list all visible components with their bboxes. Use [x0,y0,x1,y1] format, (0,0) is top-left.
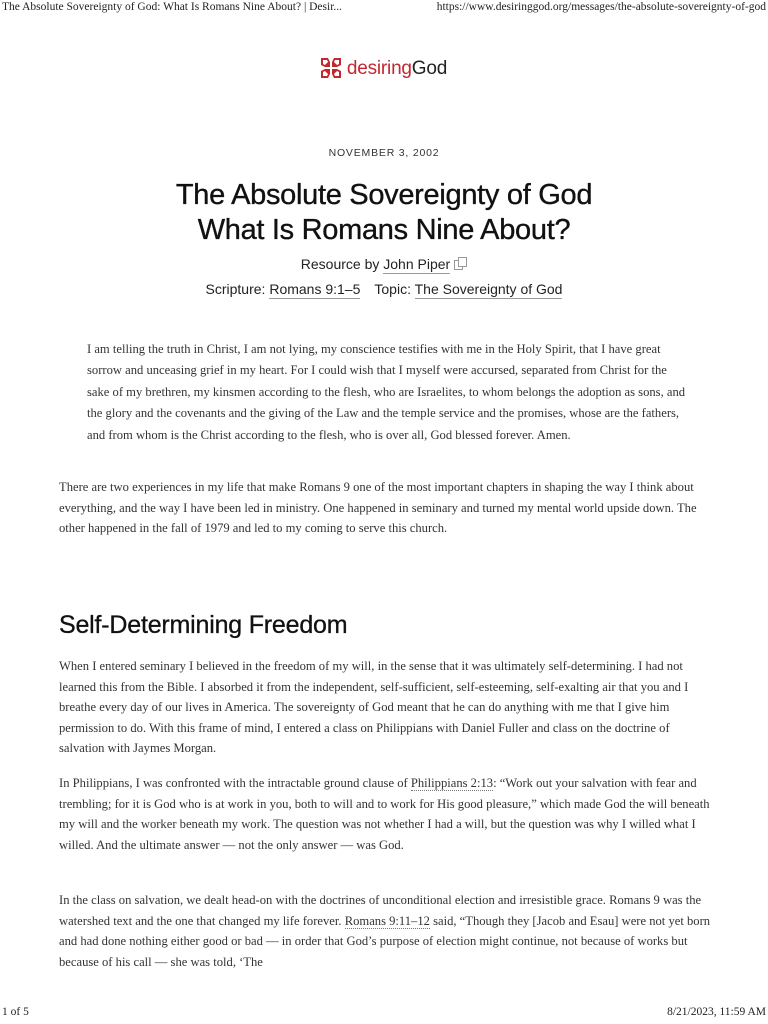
print-url: https://www.desiringgod.org/messages/the-absolute-sovereignty-of-god [436,1,766,13]
topic-link[interactable]: The Sovereignty of God [414,281,563,297]
paragraph-text: said, “Though they [Jacob and Esau] were not yet born and had done nothing either good or bad — in order that God’s purpose of election might continue, not because of works but because of his call — she was told, ‘The [59,913,711,969]
logo-word-desiring: desiring [346,57,412,79]
scripture-link[interactable]: Romans 9:1–5 [269,281,361,297]
section-paragraph-3 [59,890,711,972]
paragraph-text: In Philippians, I was confronted with the intractable ground clause of [59,776,411,790]
print-footer [0,1004,768,1024]
page-indicator: 1 of 5 [2,1006,29,1018]
article-date: NOVEMBER 3, 2002 [328,147,440,159]
topic-label: Topic: [374,281,411,297]
intro-paragraph: There are two experiences in my life that make Romans 9 one of the most important chapters in shaping the way I think about everything, and the way I have been led in ministry. One happened in seminary and turned my mental world upside down. The other happened in the fall of 1979 and led to my coming to serve this church. [59,480,697,536]
article-title [0,178,768,248]
article-title-line1: The Absolute Sovereignty of God [175,179,593,211]
section-paragraph-1: When I entered seminary I believed in the freedom of my will, in the sense that it was ultimately self-determining. I had not learned this from the Bible. I absorbed it from the independent, self-sufficient, self-esteeming, self-exalting air that you and I breathe every day of our lives in America. The sovereignty of God meant that he can do anything with me that I give him permission to do. With this frame of mind, I entered a class on Philippians with Daniel Fuller and class on the doctrine of salvation with Jaymes Morgan. [59,659,689,756]
site-logo[interactable] [0,58,768,78]
copy-icon[interactable] [454,257,467,270]
paragraph-text: In the class on salvation, we dealt head-on with the doctrines of unconditional election and irresistible grace. Romans 9 was the watershed text and the one that changed my life forever. [59,893,702,928]
philippians-link[interactable]: Philippians 2:13 [410,776,494,790]
print-tab-title: The Absolute Sovereignty of God: What Is Romans Nine About? | Desir... [2,1,343,13]
print-header [0,0,768,20]
logo-wordmark [347,59,447,78]
romans-link[interactable]: Romans 9:11–12 [344,913,430,928]
scripture-label: Scripture: [205,281,266,297]
logo-word-god: God [411,57,448,79]
resource-prefix: Resource by [300,256,380,272]
scripture-block-quote: I am telling the truth in Christ, I am not lying, my conscience testifies with me in the Holy Spirit, that I have great sorrow and unceasing grief in my heart. For I could wish that I myself were accursed, separated from Christ for the sake of my brethren, my kinsmen according to the flesh, who are Israelites, to whom belongs the adoption as sons, and the glory and the covenants and the giving of the Law and the temple service and the promises, whose are the fathers, and from whom is the Christ according to the flesh, who is over all, God blessed forever. Amen. [87,342,686,442]
section-paragraph-2 [59,773,711,855]
author-link[interactable]: John Piper [383,256,451,272]
article-title-line2: What Is Romans Nine About? [197,214,571,246]
resource-byline [0,256,768,272]
print-timestamp: 8/21/2023, 11:59 AM [667,1006,766,1018]
desiring-god-cross-logo-icon [321,58,341,78]
section-heading: Self-Determining Freedom [59,611,348,639]
scripture-topic-line [0,281,768,297]
paragraph-text: : “Work out your salvation with fear and trembling; for it is God who is at work in you, both to will and to work for His good pleasure,” which made God the will beneath my will and the worker beneath my work. The question was not whether I had a will, but the question was why I willed what I willed. And the ultimate answer — not the only answer — was God. [59,776,710,852]
